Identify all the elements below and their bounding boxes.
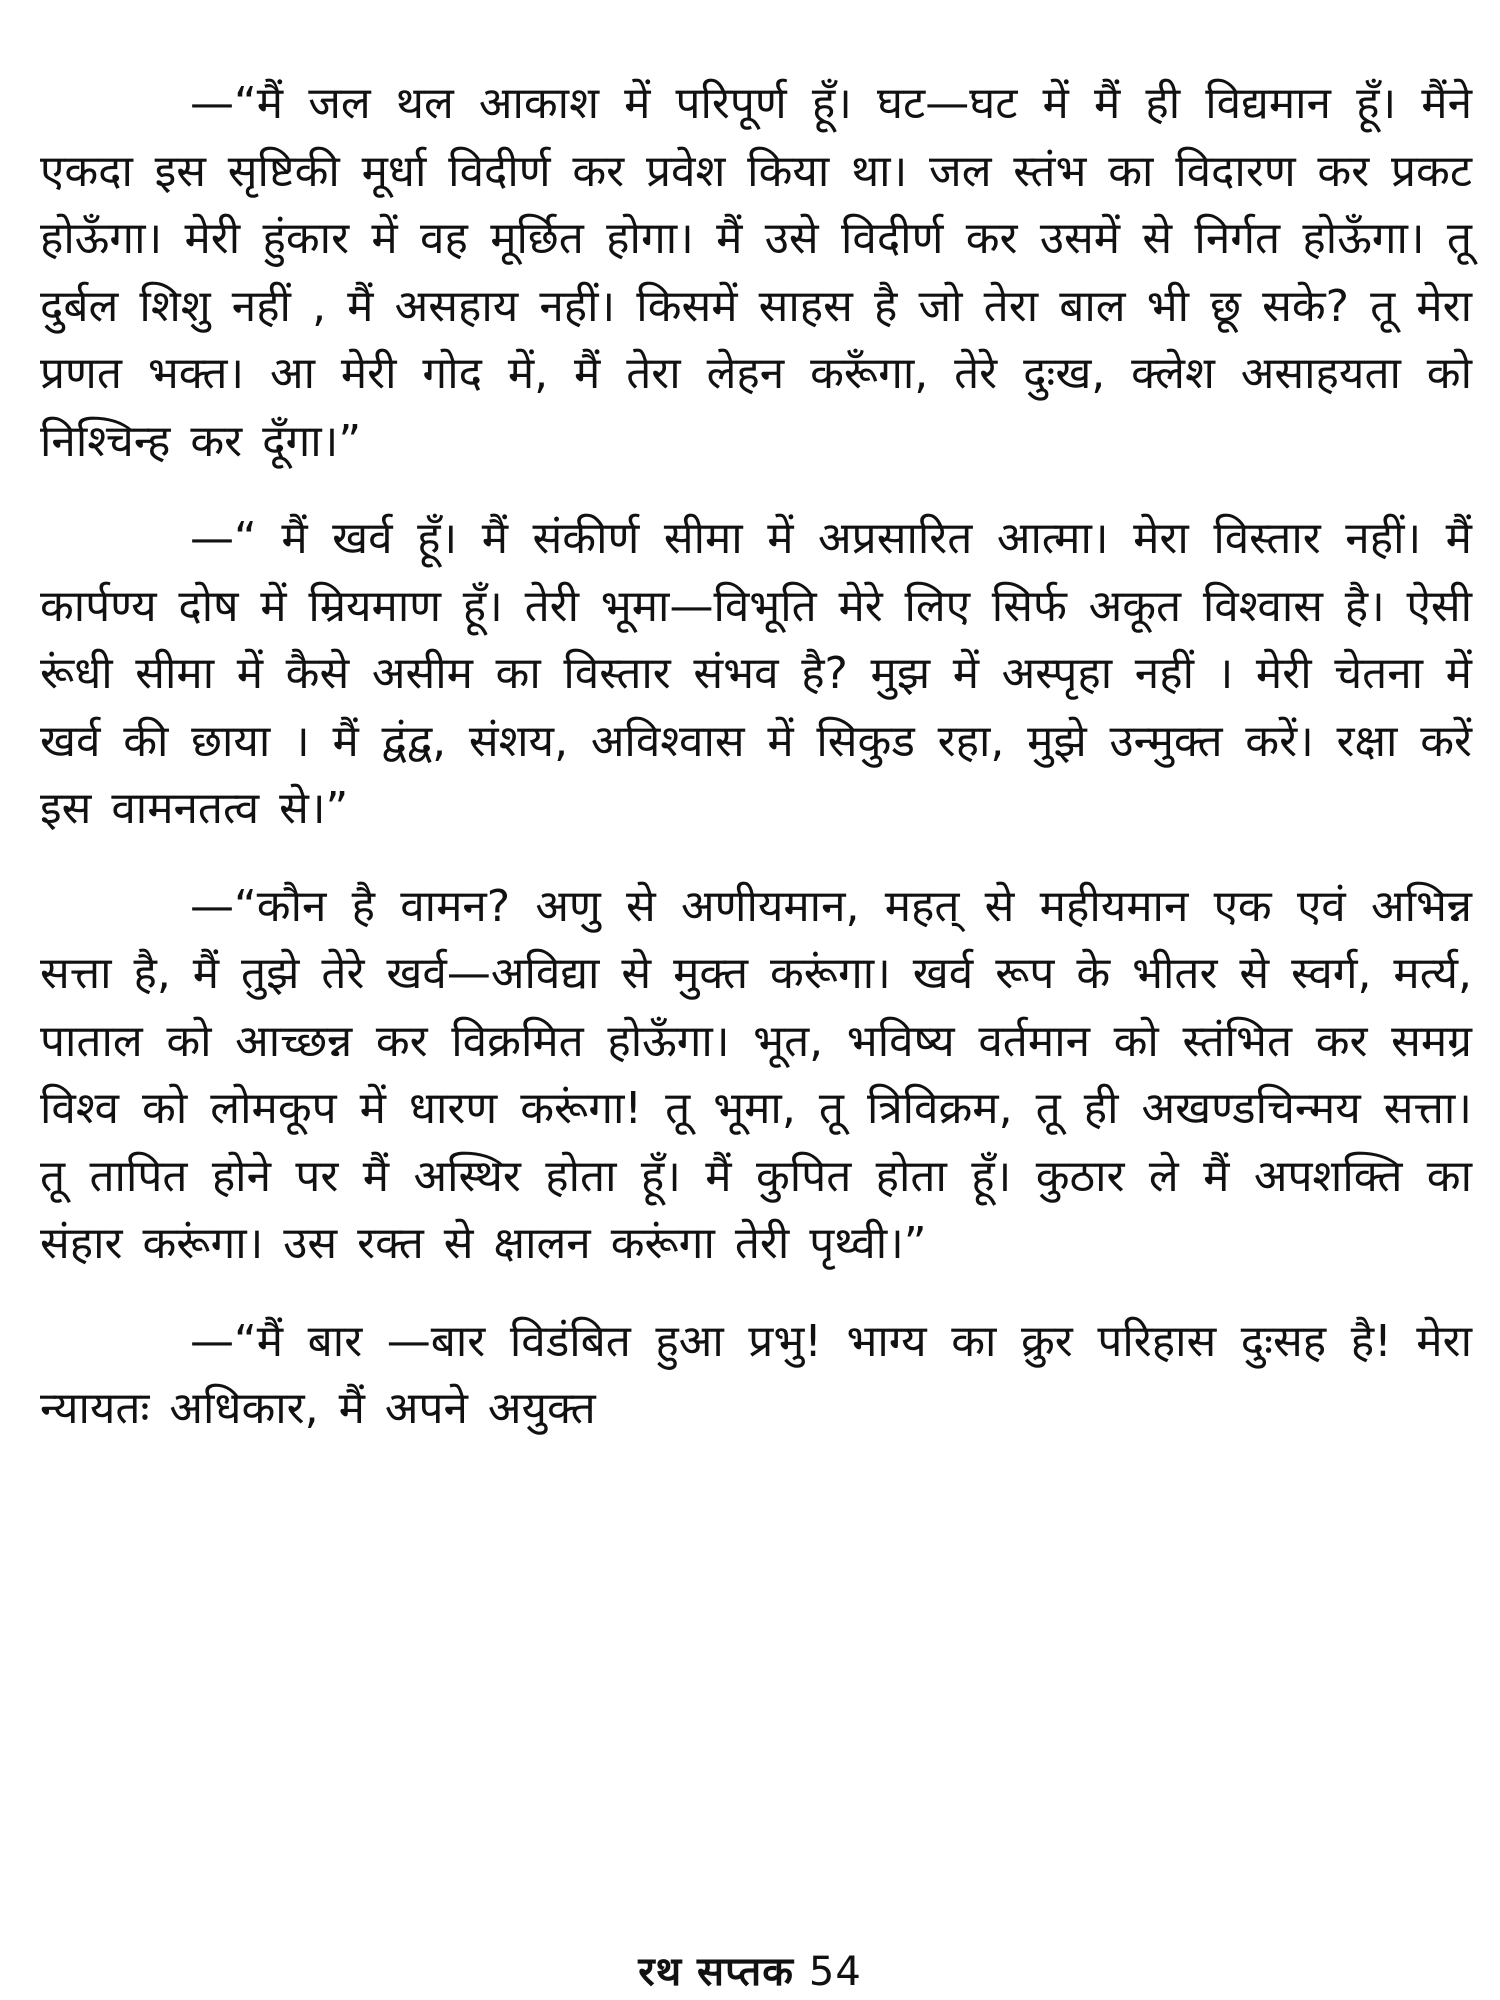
- footer-book-title: रथ सप्तक: [638, 1949, 794, 1995]
- paragraph-3: —“कौन है वामन? अणु से अणीयमान, महत् से महीयमान एक एवं अभिन्न सत्ता है, मैं तुझे तेरे खर्व—अविद्या से मुक्त करूंगा। खर्व रूप के भीतर से स्वर्ग, मर्त्य, पाताल को आच्छन्न कर विक्रमित होऊँगा। भूत, भविष्य वर्तमान को स्तंभित कर समग्र विश्व को लोमकूप में धारण करूंगा! तू भूमा, तू त्रिविक्रम, तू ही अखण्डचिन्मय सत्ता। तू तापित होने पर मैं अस्थिर होता हूँ। मैं कुपित होता हूँ। कुठार ले मैं अपशक्ति का संहार करूंगा। उस रक्त से क्षालन करूंगा तेरी पृथ्वी।”: [40, 880, 1472, 1269]
- paragraph-1: —“मैं जल थल आकाश में परिपूर्ण हूँ। घट—घट में मैं ही विद्यमान हूँ। मैंने एकदा इस सृष्टिकी मूर्धा विदीर्ण कर प्रवेश किया था। जल स्तंभ का विदारण कर प्रकट होऊँगा। मेरी हुंकार में वह मूर्छित होगा। मैं उसे विदीर्ण कर उसमें से निर्गत होऊँगा। तू दुर्बल शिशु नहीं , मैं असहाय नहीं। किसमें साहस है जो तेरा बाल भी छू सके? तू मेरा प्रणत भक्त। आ मेरी गोद में, मैं तेरा लेहन करूँगा, तेरे दुःख, क्लेश असाहयता को निश्चिन्ह कर दूँगा।”: [40, 78, 1472, 467]
- paragraph-2: —“ मैं खर्व हूँ। मैं संकीर्ण सीमा में अप्रसारित आत्मा। मेरा विस्तार नहीं। मैं कार्पण्य दोष में म्रियमाण हूँ। तेरी भूमा—विभूति मेरे लिए सिर्फ अकूत विश्वास है। ऐसी रूंधी सीमा में कैसे असीम का विस्तार संभव है? मुझ में अस्पृहा नहीं । मेरी चेतना में खर्व की छाया । मैं द्वंद्व, संशय, अविश्वास में सिकुड रहा, मुझे उन्मुक्त करें। रक्षा करें इस वामनतत्व से।”: [40, 513, 1472, 834]
- footer-page-number: 54: [808, 1949, 862, 1995]
- paragraph-4: —“मैं बार —बार विडंबित हुआ प्रभु! भाग्य का क्रुर परिहास दुःसह है! मेरा न्यायतः अधिकार, मैं अपने अयुक्त: [40, 1315, 1472, 1434]
- page-body: [40, 70, 1472, 1443]
- page-footer: [0, 1942, 1500, 1997]
